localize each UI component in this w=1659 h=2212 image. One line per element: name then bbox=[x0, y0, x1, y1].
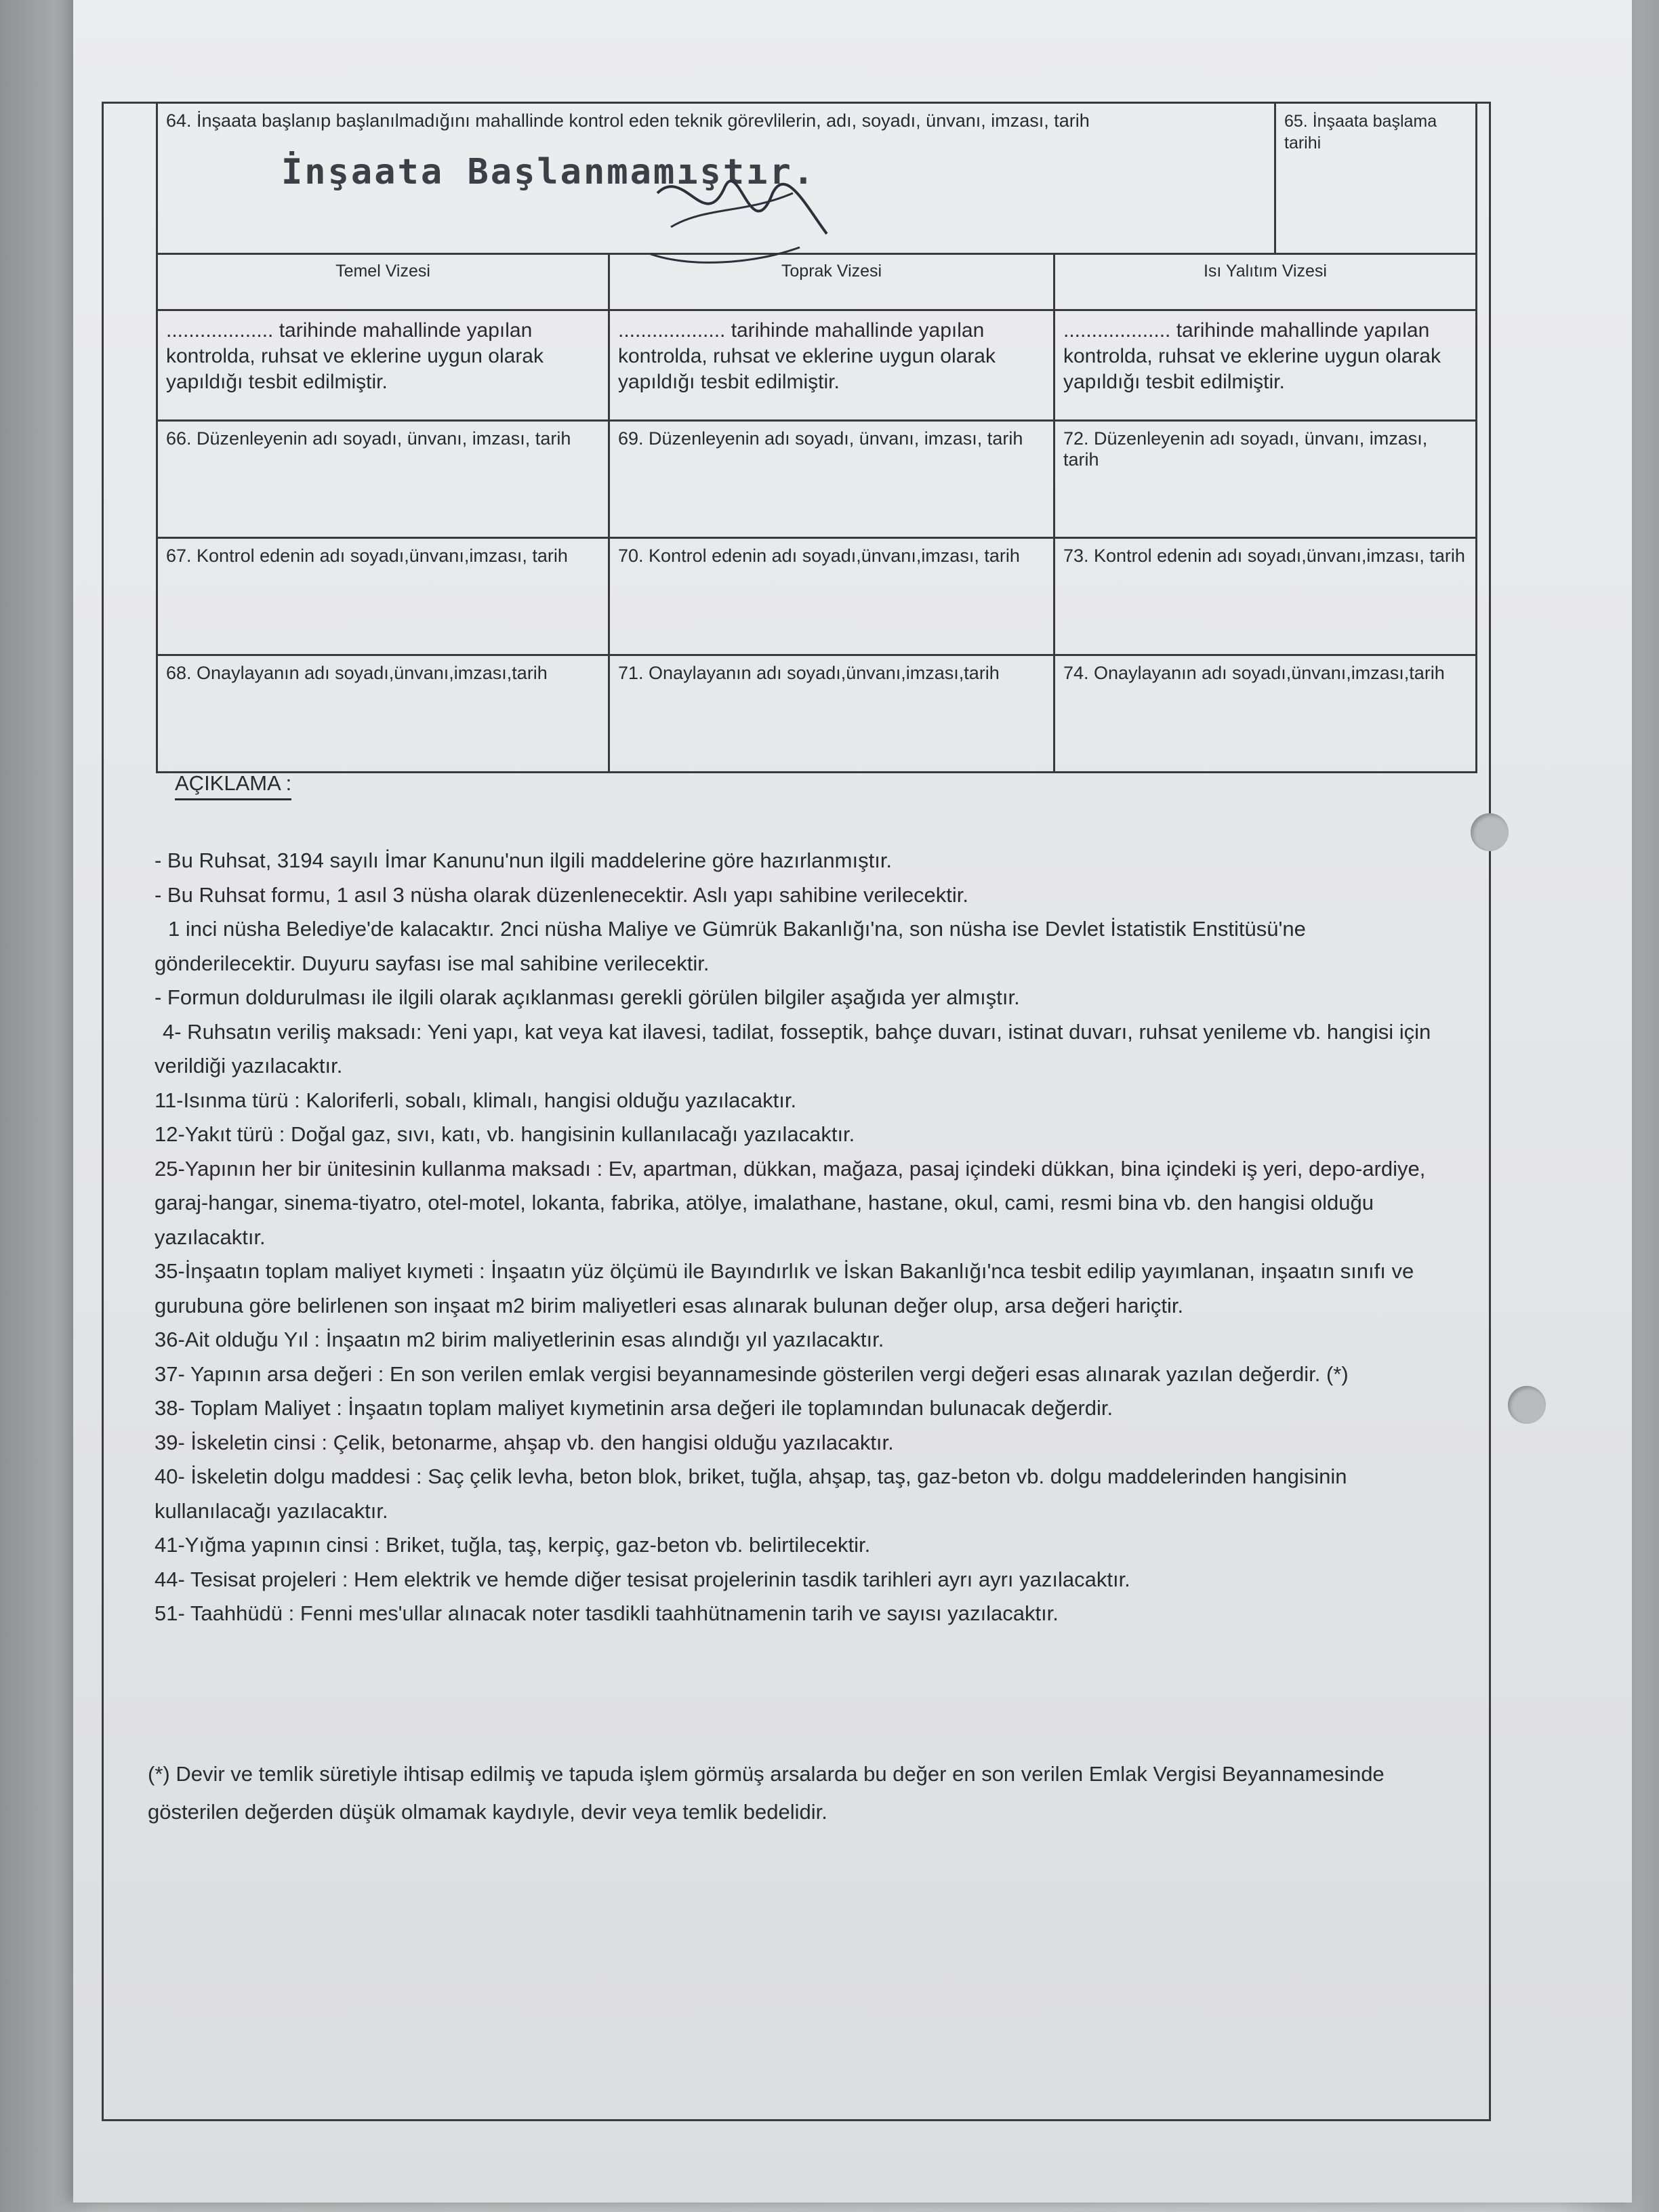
note-item: 11-Isınma türü : Kaloriferli, sobalı, klimalı, hangisi olduğu yazılacaktır. bbox=[155, 1088, 797, 1112]
field-71: 71. Onaylayanın adı soyadı,ünvanı,imzası,tarih bbox=[609, 655, 1054, 773]
note-item: - Formun doldurulması ile ilgili olarak açıklanması gerekli görülen bilgiler aşağıda yer almıştır. bbox=[155, 985, 1020, 1009]
field-65-cell bbox=[1275, 103, 1477, 254]
column-header-isi-yalitim: Isı Yalıtım Vizesi bbox=[1054, 254, 1477, 310]
note-item: - Bu Ruhsat formu, 1 asıl 3 nüsha olarak düzenlenecektir. Aslı yapı sahibine verilecektir. bbox=[155, 882, 969, 907]
note-item: 37- Yapının arsa değeri : En son verilen emlak vergisi beyannamesinde gösterilen vergi değeri esas alınarak yazılan değerdir. (*) bbox=[155, 1361, 1349, 1386]
punch-hole bbox=[1471, 813, 1509, 851]
field-70: 70. Kontrol edenin adı soyadı,ünvanı,imzası, tarih bbox=[609, 538, 1054, 655]
note-item: 1 inci nüsha Belediye'de kalacaktır. 2nci nüsha Maliye ve Gümrük Bakanlığı'na, son nüsha ise Devlet İstatistik Enstitüsü'ne gönderilecektir. Duyuru sayfası ise mal sahibine verilecektir. bbox=[155, 917, 1306, 975]
aciklama-heading: AÇIKLAMA : bbox=[175, 771, 291, 800]
note-item: 25-Yapının her bir ünitesinin kullanma maksadı : Ev, apartman, dükkan, mağaza, pasaj içindeki dükkan, bina içindeki iş yeri, depo-ardiye, garaj-hangar, sinema-tiyatro, otel-motel, lokanta, fabrika, atölye, imalathane, hastane, okul, cami, resmi bina vb. den hangisi olduğu yazılacaktır. bbox=[155, 1156, 1426, 1249]
table-row bbox=[157, 421, 1477, 538]
field-68: 68. Onaylayanın adı soyadı,ünvanı,imzası,tarih bbox=[157, 655, 609, 773]
field-66: 66. Düzenleyenin adı soyadı, ünvanı, imzası, tarih bbox=[157, 421, 609, 538]
field-65-label: 65. İnşaata başlama tarihi bbox=[1284, 112, 1437, 152]
note-item: 12-Yakıt türü : Doğal gaz, sıvı, katı, vb. hangisinin kullanılacağı yazılacaktır. bbox=[155, 1122, 855, 1146]
table-row bbox=[157, 310, 1477, 421]
vize-text-temel: ................... tarihinde mahallinde yapılan kontrolda, ruhsat ve eklerine uygun olarak yapıldığı tesbit edilmiştir. bbox=[157, 310, 609, 421]
column-header-toprak: Toprak Vizesi bbox=[609, 254, 1054, 310]
note-item: 36-Ait olduğu Yıl : İnşaatın m2 birim maliyetlerinin esas alındığı yıl yazılacaktır. bbox=[155, 1328, 884, 1351]
note-item: 4- Ruhsatın veriliş maksadı: Yeni yapı, kat veya kat ilavesi, tadilat, fosseptik, bahçe duvarı, istinat duvarı, ruhsat yenileme vb. hangisi için verildiği yazılacaktır. bbox=[155, 1019, 1431, 1078]
field-73: 73. Kontrol edenin adı soyadı,ünvanı,imzası, tarih bbox=[1054, 538, 1477, 655]
note-item: 41-Yığma yapının cinsi : Briket, tuğla, taş, kerpiç, gaz-beton vb. belirtilecektir. bbox=[155, 1533, 871, 1557]
note-item: 35-İnşaatın toplam maliyet kıymeti : İnşaatın yüz ölçümü ile Bayındırlık ve İskan Bakanlığı'nca tesbit edilip yayımlanan, inşaatın sınıfı ve gurubuna göre belirlenen son inşaat m2 birim maliyetleri esas alınarak bulunan değer olup, arsa değeri hariçtir. bbox=[155, 1259, 1414, 1317]
note-item: 51- Taahhüdü : Fenni mes'ullar alınacak noter tasdikli taahhütnamenin tarih ve sayısı yazılacaktır. bbox=[155, 1601, 1059, 1625]
punch-hole bbox=[1508, 1386, 1546, 1424]
note-item: - Bu Ruhsat, 3194 sayılı İmar Kanunu'nun ilgili maddelerine göre hazırlanmıştır. bbox=[155, 848, 893, 872]
field-67: 67. Kontrol edenin adı soyadı,ünvanı,imzası, tarih bbox=[157, 538, 609, 655]
note-item: 44- Tesisat projeleri : Hem elektrik ve hemde diğer tesisat projelerinin tasdik tarihleri ayrı ayrı yazılacaktır. bbox=[155, 1567, 1130, 1591]
vize-text-isi-yalitim: ................... tarihinde mahallinde yapılan kontrolda, ruhsat ve eklerine uygun olarak yapıldığı tesbit edilmiştir. bbox=[1054, 310, 1477, 421]
field-64-label: 64. İnşaata başlanıp başlanılmadığını mahallinde kontrol eden teknik görevlilerin, adı, soyadı, ünvanı, imzası, tarih bbox=[166, 110, 1090, 131]
note-item: 38- Toplam Maliyet : İnşaatın toplam maliyet kıymetinin arsa değeri ile toplamından bulunacak değerdir. bbox=[155, 1396, 1113, 1420]
footnote: (*) Devir ve temlik süretiyle ihtisap edilmiş ve tapuda işlem görmüş arsalarda bu değer en son verilen Emlak Vergisi Beyannamesinde gösterilen değerden düşük olmamak kaydıyle, devir veya temlik bedelidir. bbox=[148, 1762, 1385, 1824]
stamp-text: İnşaata Başlanmamıştır. bbox=[281, 152, 817, 192]
handwritten-signature bbox=[644, 152, 834, 268]
notes-list bbox=[155, 844, 1442, 1631]
table-row bbox=[157, 655, 1477, 773]
vize-text-toprak: ................... tarihinde mahallinde yapılan kontrolda, ruhsat ve eklerine uygun olarak yapıldığı tesbit edilmiştir. bbox=[609, 310, 1054, 421]
note-item: 40- İskeletin dolgu maddesi : Saç çelik levha, beton blok, briket, tuğla, ahşap, taş, gaz-beton vb. dolgu maddelerinden hangisinin kullanılacağı yazılacaktır. bbox=[155, 1465, 1347, 1523]
column-header-temel: Temel Vizesi bbox=[157, 254, 609, 310]
field-72: 72. Düzenleyenin adı soyadı, ünvanı, imzası, tarih bbox=[1054, 421, 1477, 538]
table-row bbox=[157, 538, 1477, 655]
field-69: 69. Düzenleyenin adı soyadı, ünvanı, imzası, tarih bbox=[609, 421, 1054, 538]
field-74: 74. Onaylayanın adı soyadı,ünvanı,imzası,tarih bbox=[1054, 655, 1477, 773]
note-item: 39- İskeletin cinsi : Çelik, betonarme, ahşap vb. den hangisi olduğu yazılacaktır. bbox=[155, 1430, 894, 1454]
